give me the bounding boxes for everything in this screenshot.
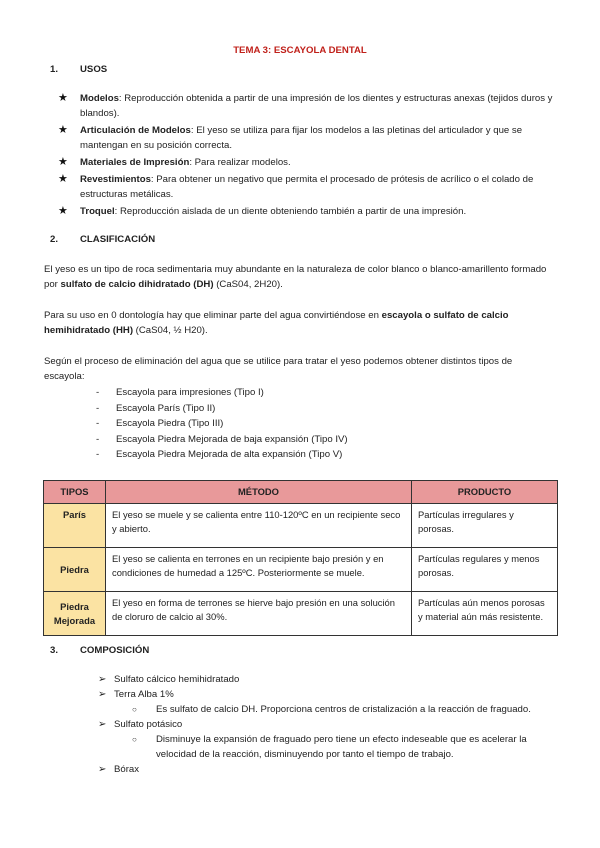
circle-bullet-icon: ○ <box>132 735 137 744</box>
column-header: PRODUCTO <box>412 481 558 504</box>
item-term: Troquel <box>80 206 115 217</box>
item-text: : Reproducción obtenida a partir de una impresión de los dientes y estructuras anexas (tejidos duros y blandos). <box>80 93 553 119</box>
paragraph-odontologia <box>44 308 554 338</box>
usos-list <box>58 91 558 221</box>
cell-metodo: El yeso en forma de terrones se hierve bajo presión en una solución de cloruro de calcio al 30%. <box>106 592 412 636</box>
list-item <box>98 762 558 777</box>
item-term: Materiales de Impresión <box>80 157 190 168</box>
list-item <box>58 172 558 202</box>
list-item-text: Escayola París (Tipo II) <box>116 402 216 414</box>
section-number: 3. <box>50 645 59 656</box>
list-item <box>96 385 348 401</box>
section-heading-usos <box>50 62 107 77</box>
table-row <box>44 592 558 636</box>
table-header-row <box>44 481 558 504</box>
list-item <box>58 204 558 219</box>
section-number: 2. <box>50 234 59 245</box>
sub-list <box>114 702 558 717</box>
sub-item-text: Es sulfato de calcio DH. Proporciona centros de cristalización a la reacción de fraguado. <box>156 704 531 715</box>
list-item <box>58 91 558 121</box>
document-title: TEMA 3: ESCAYOLA DENTAL <box>233 45 367 56</box>
list-item-text: Bórax <box>114 764 140 775</box>
tipos-table <box>43 480 558 636</box>
sub-list <box>114 732 558 762</box>
sub-list-item <box>114 732 558 762</box>
list-item <box>96 447 348 463</box>
list-item-text: Sulfato potásico <box>114 719 183 730</box>
item-text: : El yeso se utiliza para fijar los modelos a las pletinas del articulador y que se mantengan en su posición correcta. <box>80 125 523 151</box>
item-text: : Para realizar modelos. <box>189 157 291 168</box>
section-number: 1. <box>50 64 59 75</box>
cell-producto: Partículas aún menos porosas y material aún más resistente. <box>412 592 558 636</box>
list-item-text: Escayola para impresiones (Tipo I) <box>116 387 264 398</box>
sub-item-text: Disminuye la expansión de fraguado pero tiene un efecto indeseable que es acelerar la velocidad de la reacción, disminuyendo por tanto el tiempo de trabajo. <box>156 734 527 760</box>
item-text: : Reproducción aislada de un diente obteniendo también a partir de una impresión. <box>114 206 467 217</box>
arrow-bullet-icon: ➢ <box>98 764 107 775</box>
paragraph-yeso <box>44 262 554 292</box>
cell-producto: Partículas regulares y menos porosas. <box>412 548 558 592</box>
list-item <box>58 123 558 153</box>
arrow-bullet-icon: ➢ <box>98 674 107 685</box>
arrow-bullet-icon: ➢ <box>98 719 107 730</box>
table-row <box>44 504 558 548</box>
cell-tipo: Piedra <box>44 548 106 592</box>
section-label: COMPOSICIÓN <box>80 645 150 656</box>
dash-marker: - <box>96 449 100 460</box>
composicion-list <box>98 672 558 777</box>
para-text: Para su uso en 0 dontología hay que eliminar parte del agua convirtiéndose en <box>44 310 382 321</box>
table-row <box>44 548 558 592</box>
para-bold: sulfato de calcio dihidratado (DH) <box>60 279 214 290</box>
list-item-text: Escayola Piedra Mejorada de alta expansión (Tipo V) <box>116 449 343 460</box>
star-icon: ★ <box>58 156 68 168</box>
section-heading-clasificacion <box>50 232 155 247</box>
item-term: Revestimientos <box>80 174 151 185</box>
arrow-bullet-icon: ➢ <box>98 689 107 700</box>
dash-marker: - <box>96 418 100 429</box>
column-header: TIPOS <box>44 481 106 504</box>
star-icon: ★ <box>58 92 68 104</box>
cell-tipo: París <box>44 504 106 548</box>
paragraph-proceso: Según el proceso de eliminación del agua que se utilice para tratar el yeso podemos obtener distintos tipos de escayola: <box>44 356 513 382</box>
list-item-text: Escayola Piedra (Tipo III) <box>116 418 224 429</box>
dash-marker: - <box>96 402 100 414</box>
section-heading-composicion <box>50 643 149 658</box>
list-item <box>96 401 348 417</box>
list-item <box>98 687 558 717</box>
para-text: (CaS04, 2H20). <box>213 279 283 290</box>
list-item-text: Sulfato cálcico hemihidratado <box>114 674 240 685</box>
cell-producto: Partículas irregulares y porosas. <box>412 504 558 548</box>
star-icon: ★ <box>58 173 68 185</box>
cell-metodo: El yeso se calienta en terrones en un recipiente bajo presión y en condiciones de humedad a 125ºC. Posteriormente se muele. <box>106 548 412 592</box>
list-item <box>98 717 558 762</box>
dash-marker: - <box>96 387 100 398</box>
section-label: USOS <box>80 64 108 75</box>
list-item <box>96 432 348 448</box>
circle-bullet-icon: ○ <box>132 705 137 714</box>
item-text: : Para obtener un negativo que permita el procesado de prótesis de acrílico o el colado de estructuras metálicas. <box>80 174 534 200</box>
tipos-list <box>96 385 348 463</box>
item-term: Modelos <box>80 93 119 104</box>
list-item <box>98 672 558 687</box>
para-text: (CaS04, ½ H20). <box>133 325 208 336</box>
para-bold: escayola o sulfato de calcio hemihidratado (HH) <box>44 310 509 336</box>
section-label: CLASIFICACIÓN <box>80 234 156 245</box>
list-item <box>58 155 558 170</box>
list-item-text: Escayola Piedra Mejorada de baja expansión (Tipo IV) <box>116 433 348 445</box>
star-icon: ★ <box>58 124 68 136</box>
list-item <box>96 416 348 432</box>
column-header: MÉTODO <box>106 481 412 504</box>
star-icon: ★ <box>58 205 68 217</box>
cell-tipo: Piedra Mejorada <box>44 592 106 636</box>
sub-list-item <box>114 702 558 717</box>
list-item-text: Terra Alba 1% <box>114 689 174 700</box>
item-term: Articulación de Modelos <box>80 125 191 136</box>
dash-marker: - <box>96 433 100 445</box>
para-text: El yeso es un tipo de roca sedimentaria muy abundante en la naturaleza de color blanco o blanco-amarillento formado por <box>44 264 547 290</box>
cell-metodo: El yeso se muele y se calienta entre 110-120ºC en un recipiente seco y abierto. <box>106 504 412 548</box>
